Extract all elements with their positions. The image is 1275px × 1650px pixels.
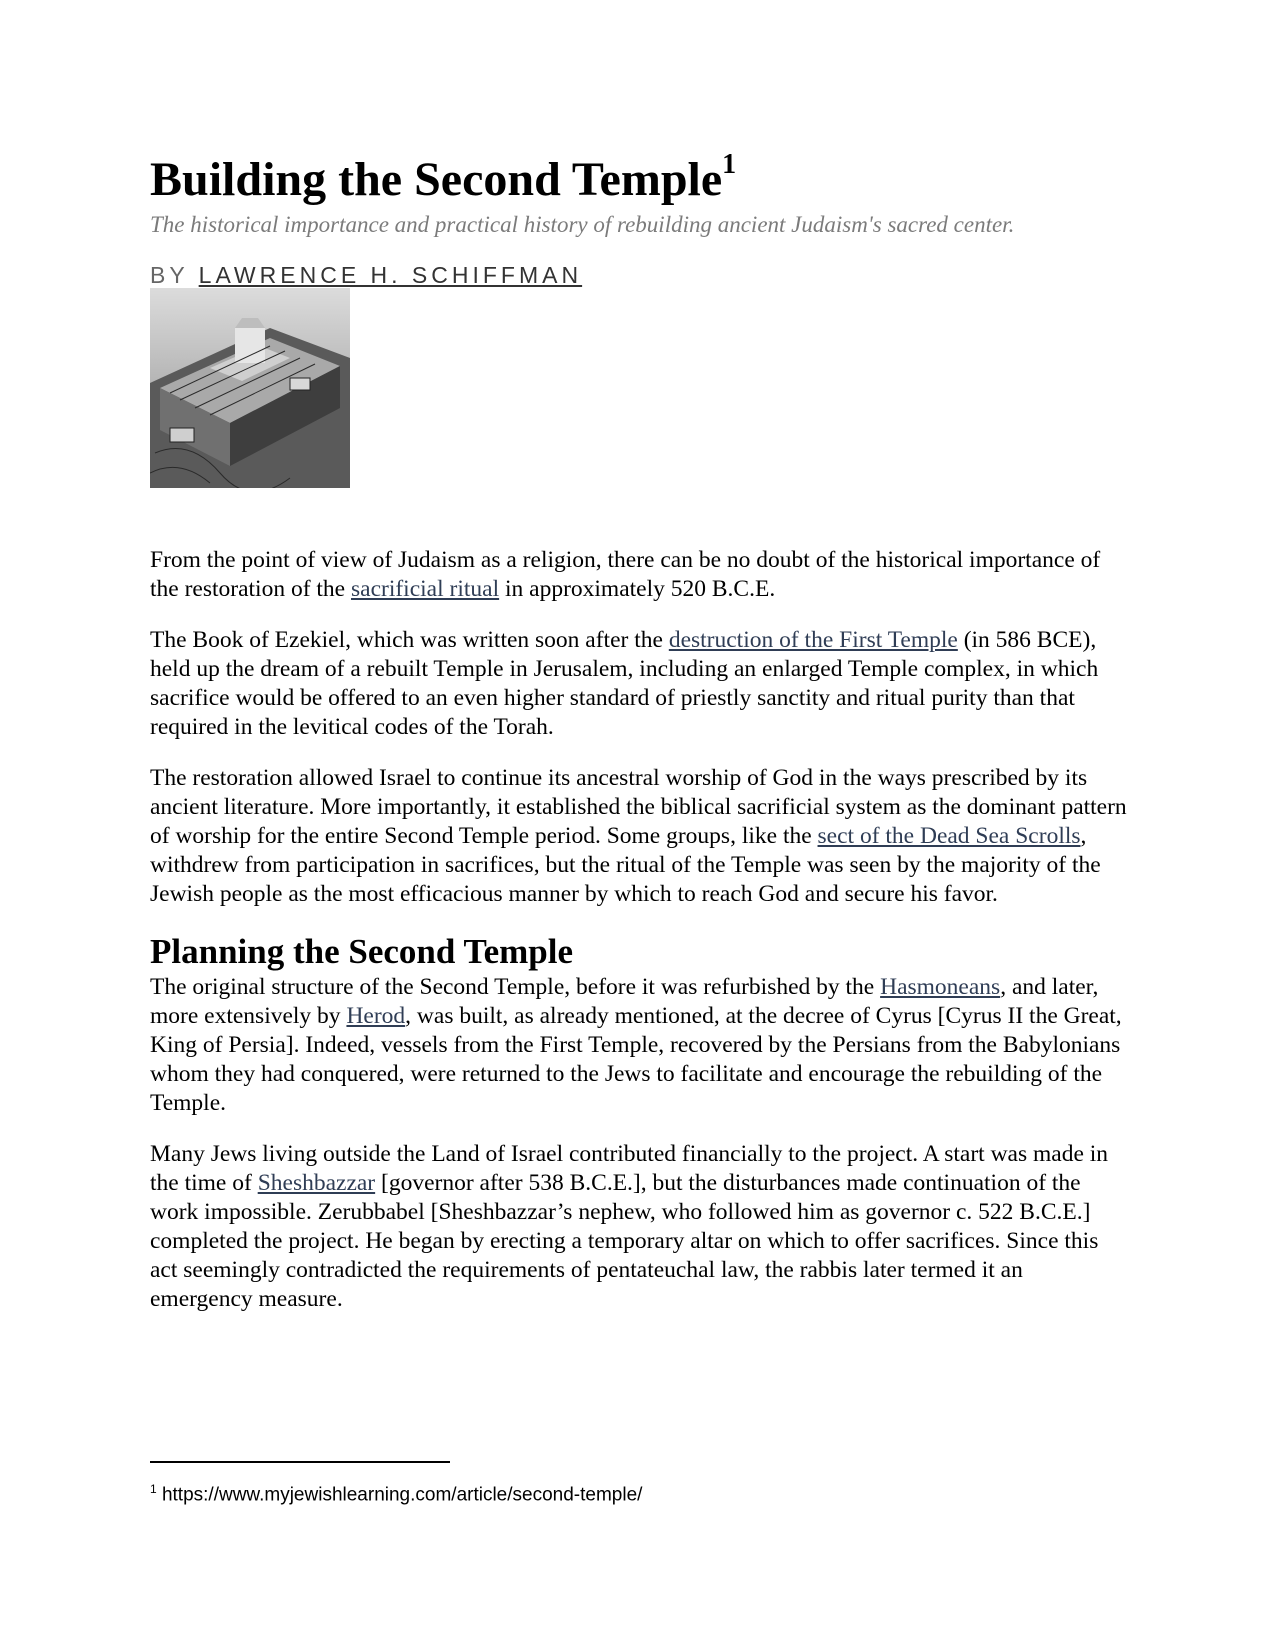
paragraph-1 [150,546,1130,604]
paragraph-1-text-b: in approximately 520 B.C.E. [499,576,776,602]
article [150,150,1130,1314]
paragraph-5-text-a: Many Jews living outside the Land of Israel contributed financially to the project. A start was made in the time of [150,1141,1109,1196]
paragraph-2 [150,626,1130,742]
paragraph-5-text-b: [governor after 538 B.C.E.], but the disturbances made continuation of the work impossible. Zerubbabel [Sheshbazzar’s nephew, who followed him as governor c. 522 B.C.E.] completed the project. He began by erecting a temporary altar on which to offer sacrifices. Since this act seemingly contradicted the requirements of pentateuchal law, the rabbis later termed it an emergency measure. [150,1170,1099,1312]
paragraph-2-text-a: The Book of Ezekiel, which was written soon after the [150,627,669,653]
link-sacrificial-ritual[interactable]: sacrificial ritual [351,576,500,602]
section-heading: Planning the Second Temple [150,932,574,971]
link-herod[interactable]: Herod [346,1003,406,1029]
link-hasmoneans[interactable]: Hasmoneans [880,974,1001,1000]
author-link[interactable]: LAWRENCE H. SCHIFFMAN [198,262,583,288]
title-text: Building the Second Temple [150,153,723,206]
paragraph-3-text-a: The restoration allowed Israel to continue its ancestral worship of God in the ways prescribed by its ancient literature. More importantly, it established the biblical sacrificial system as the dominant pattern of worship for the entire Second Temple period. Some groups, like the [150,765,1127,849]
footnote-divider [150,1461,450,1463]
paragraph-4-text-b: , and later, more extensively by [150,974,1099,1029]
link-sheshbazzar[interactable]: Sheshbazzar [257,1170,376,1196]
paragraph-4-text-c: , was built, as already mentioned, at the decree of Cyrus [Cyrus II the Great, King of Persia]. Indeed, vessels from the First Temple, recovered by the Persians from the Babylonians whom they had conquered, were returned to the Jews to facilitate and encourage the rebuilding of the Temple. [150,1003,1122,1116]
paragraph-1-text-a: From the point of view of Judaism as a religion, there can be no doubt of the historical importance of the restoration of the [150,547,1101,602]
link-dead-sea-scrolls[interactable]: sect of the Dead Sea Scrolls [817,823,1081,849]
paragraph-2-text-b: (in 586 BCE), held up the dream of a rebuilt Temple in Jerusalem, including an enlarged Temple complex, in which sacrifice would be offered to an even higher standard of priestly sanctity and ritual purity than that required in the levitical codes of the Torah. [150,627,1099,740]
paragraph-3 [150,764,1130,909]
paragraph-4 [150,973,1130,1118]
footnote-marker: 1 [150,1482,157,1496]
byline [150,262,1130,288]
title-footnote-marker[interactable]: 1 [722,149,737,180]
footnote [150,1478,642,1506]
temple-illustration-graphic [150,288,350,488]
temple-illustration-image [150,288,350,488]
paragraph-3-text-b: , withdrew from participation in sacrifices, but the ritual of the Temple was seen by the majority of the Jewish people as the most efficacious manner by which to reach God and secure his favor. [150,823,1101,907]
page-title [150,150,1130,210]
byline-prefix: BY [150,262,199,288]
footnote-url[interactable]: https://www.myjewishlearning.com/article/second-temple/ [156,1484,643,1506]
subtitle: The historical importance and practical history of rebuilding ancient Judaism's sacred center. [150,212,1015,237]
paragraph-5 [150,1140,1130,1314]
link-destruction-first-temple[interactable]: destruction of the First Temple [668,627,958,653]
paragraph-4-text-a: The original structure of the Second Temple, before it was refurbished by the [150,974,881,1000]
